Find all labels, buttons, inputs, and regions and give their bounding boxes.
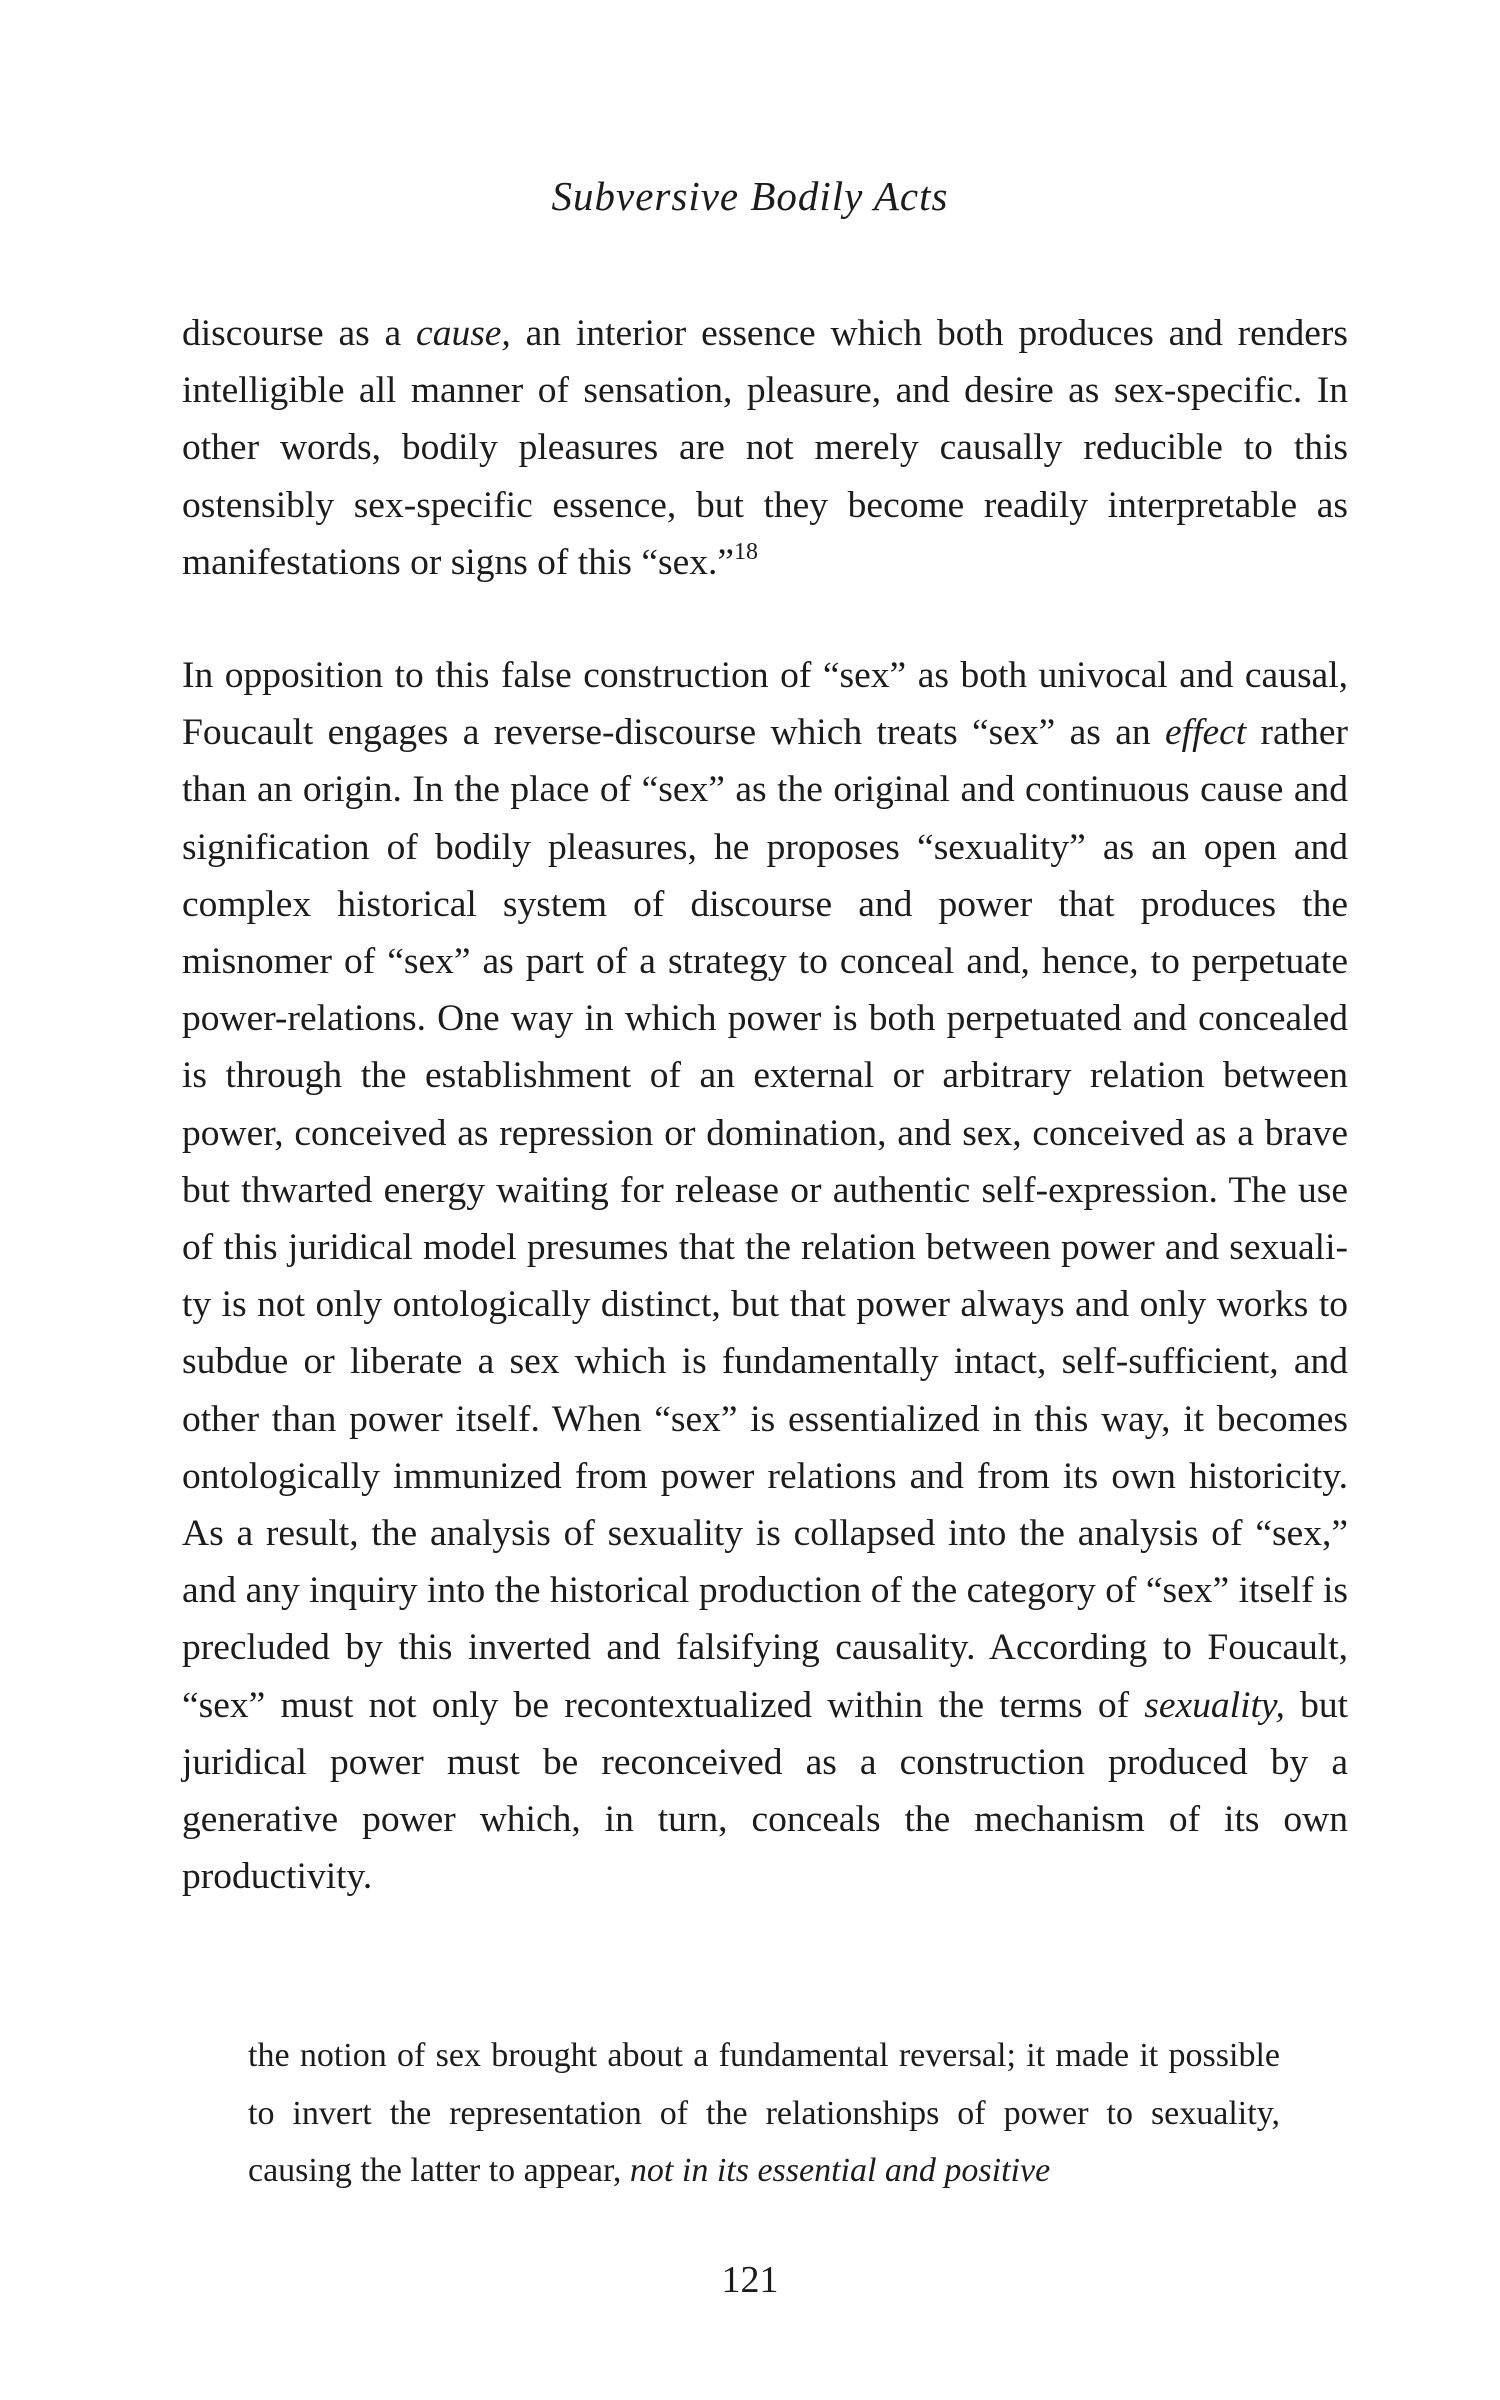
italic-cause: cause, [416,313,511,354]
paragraph-2 [182,647,1348,1905]
block-quote-italic-text: not in its essential and positive [629,2152,1051,2189]
page-number: 121 [721,2259,779,2301]
running-header: Subversive Bodily Acts [551,173,949,219]
italic-sexuality: sexuality, [1144,1684,1285,1726]
paragraph-1 [182,305,1348,591]
paragraph-2-text-part-2: rather than an origin. In the place of “sex” as the original and continuous cause and signification of bodily pleasures, he proposes “sexuality” as an open and complex historical system of discourse and power that produces the misnomer of “sex” as part of a strategy to conceal and, hence, to perpetuate power-relations. One way in which power is both perpetuated and concealed is through the establishment of an external or arbitrary relation between power, conceived as repression or domination, and sex, conceived as a brave but thwarted energy waiting for release or authentic self-expression. The use of this juridical model presumes that the relation between power and sexuality is not only ontologically distinct, but that power always and only works to subdue or liberate a sex which is fundamentally intact, self-sufficient, and other than power itself. When “sex” is essentialized in this way, it becomes ontologically immunized from power relations and from its own historicity. As a result, the analysis of sexuality is collapsed into the analysis of “sex,” and any inquiry into the historical production of the category of “sex” itself is precluded by this inverted and falsifying causality. According to Foucault, “sex” must not only be recontextualized within the terms of [182,712,1348,1726]
paragraph-2-text-part-1: In opposition to this false construction of “sex” as both univocal and causal, Foucault engages a reverse-discourse which treats “sex” as an [182,655,1348,754]
block-quote [248,2027,1280,2200]
paragraph-1-text-start: discourse as a [182,313,417,354]
paragraph-2-text-part-3: but juridical power must be reconceived as a construction produced by a generative power which, in turn, conceals the mechanism of its own productivity. [182,1684,1349,1898]
paragraph-1-text-rest: an interior essence which both produces and renders intelligible all manner of sensation, pleasure, and desire as sex-specific. In other words, bodily pleasures are not merely causally reducible to this ostensibly sex-specific essence, but they become readily interpretable as manifestations or signs of this “sex.” [182,313,1348,583]
italic-effect: effect [1165,712,1247,754]
footnote-reference: 18 [734,538,758,565]
block-quote-text: the notion of sex brought about a fundamental reversal; it made it possible to invert the representation of the relationships of power to sexuality, causing the latter to appear, [248,2037,1280,2189]
